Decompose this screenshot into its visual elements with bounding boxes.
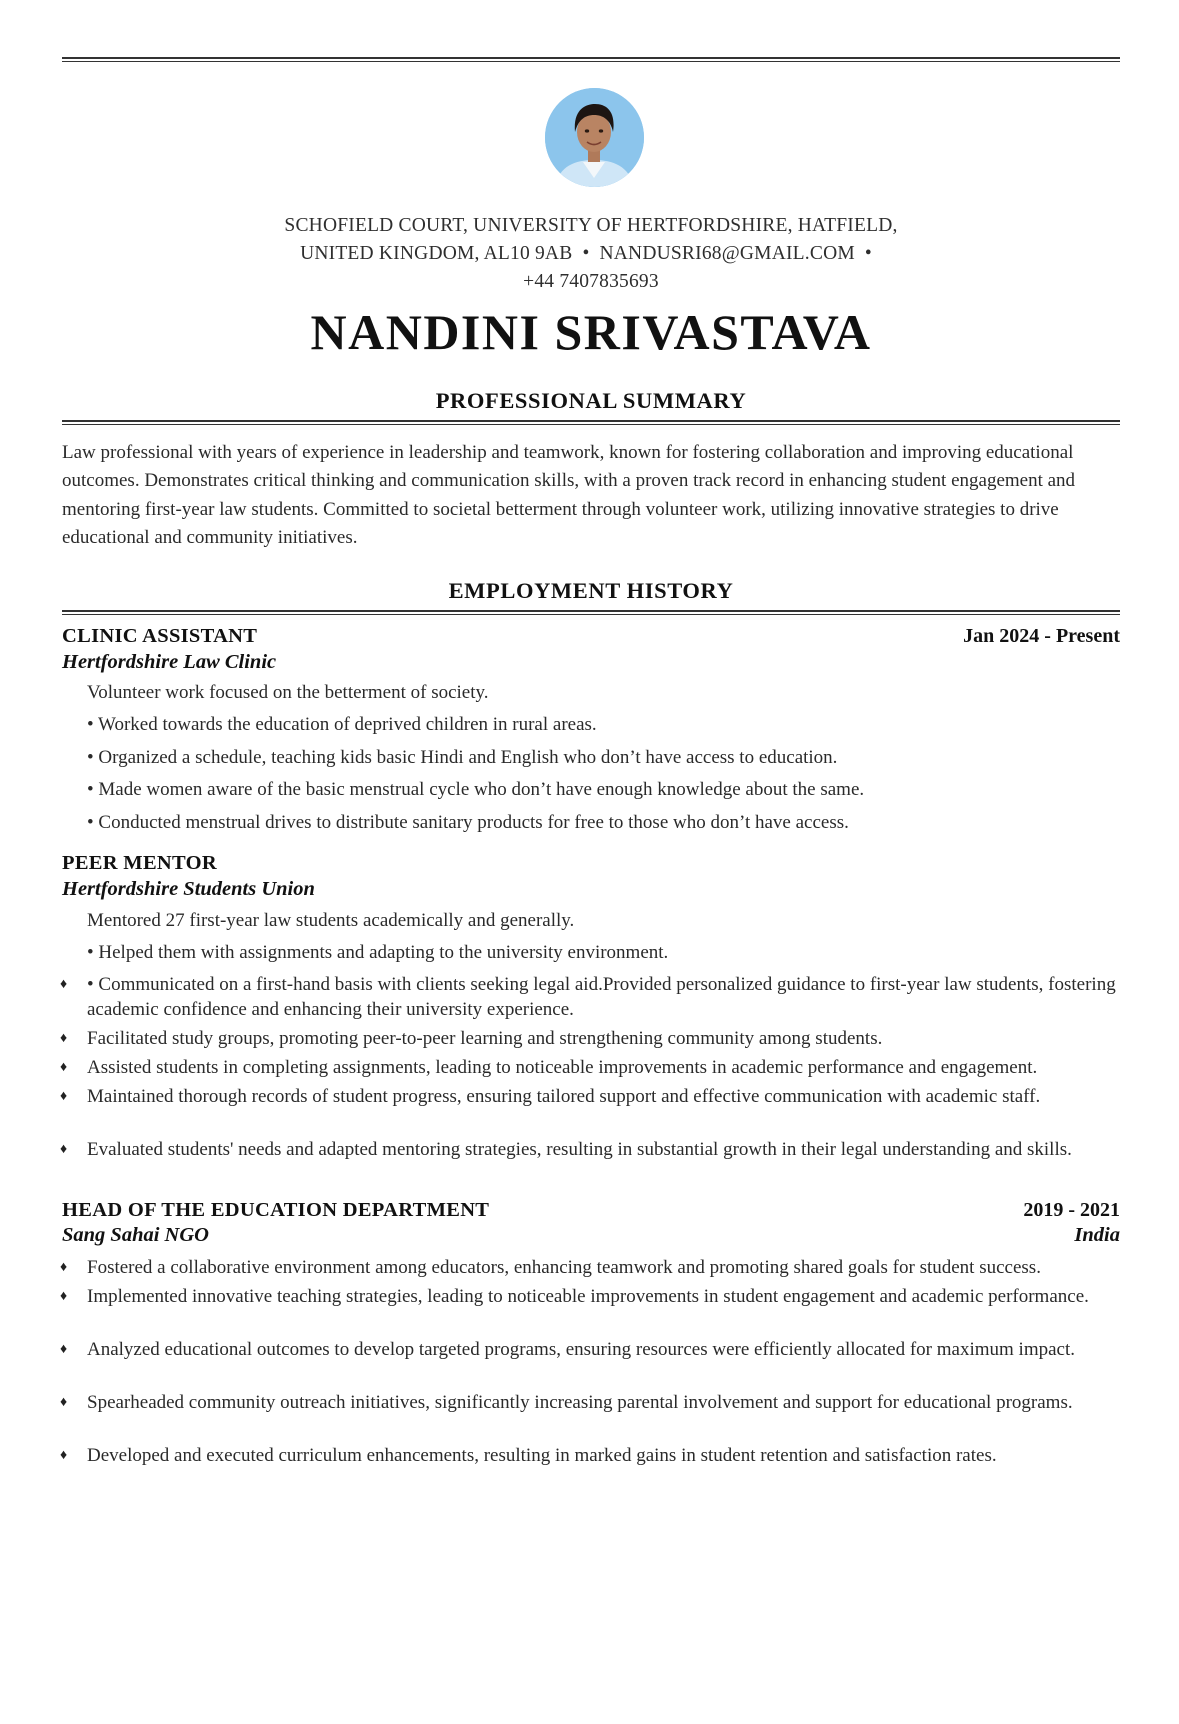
- job-dates: Jan 2024 - Present: [963, 625, 1120, 647]
- job-line: • Worked towards the education of deprived children in rural areas.: [87, 714, 597, 735]
- job-dates: 2019 - 2021: [1023, 1199, 1120, 1221]
- contact-address-email-line: [62, 240, 1120, 268]
- job-line: • Helped them with assignments and adapting to the university environment.: [87, 942, 669, 963]
- bullet-diamond-icon: ♦: [60, 1142, 68, 1157]
- bullet-diamond-icon: ♦: [60, 1060, 68, 1075]
- contact-address-line: SCHOFIELD COURT, UNIVERSITY OF HERTFORDSHIRE, HATFIELD,: [284, 215, 898, 236]
- section-heading-summary: PROFESSIONAL SUMMARY: [435, 388, 747, 413]
- job-organization: Sang Sahai NGO: [62, 1224, 209, 1246]
- separator-dot: •: [582, 243, 590, 264]
- job-title: PEER MENTOR: [62, 852, 217, 874]
- bullet-text: Implemented innovative teaching strategies, leading to noticeable improvements in student engagement and academic performance.: [87, 1286, 1089, 1307]
- job-line: Mentored 27 first-year law students academically and generally.: [87, 910, 575, 931]
- bullet-text: Assisted students in completing assignments, leading to noticeable improvements in academic performance and engagement.: [87, 1057, 1038, 1078]
- job-title: HEAD OF THE EDUCATION DEPARTMENT: [62, 1199, 490, 1221]
- bullet-diamond-icon: ♦: [60, 1031, 68, 1046]
- bullet-diamond-icon: ♦: [60, 1260, 68, 1275]
- job-location: India: [1074, 1224, 1120, 1246]
- section-rule: [62, 420, 1120, 422]
- contact-phone[interactable]: +44 7407835693: [523, 271, 659, 292]
- job-line: Volunteer work focused on the betterment of society.: [87, 682, 489, 703]
- top-rule: [62, 61, 1120, 62]
- top-rule: [62, 57, 1120, 59]
- bullet-text: Maintained thorough records of student progress, ensuring tailored support and effective communication with academic staff.: [87, 1086, 1041, 1107]
- bullet-text: Spearheaded community outreach initiatives, significantly increasing parental involvement and support for educational programs.: [87, 1392, 1073, 1413]
- bullet-text: Developed and executed curriculum enhancements, resulting in marked gains in student retention and satisfaction rates.: [87, 1445, 997, 1466]
- contact-block: [62, 212, 1120, 296]
- bullet-text: • Communicated on a first-hand basis with clients seeking legal aid.Provided personalized guidance to first-year law students, fostering academic confidence and enhancing their university experience.: [87, 974, 1116, 1020]
- section-rule: [62, 614, 1120, 615]
- bullet-text: Analyzed educational outcomes to develop targeted programs, ensuring resources were efficiently allocated for maximum impact.: [87, 1339, 1075, 1360]
- contact-address-end: UNITED KINGDOM, AL10 9AB: [300, 243, 573, 264]
- section-heading-employment: EMPLOYMENT HISTORY: [448, 578, 734, 603]
- bullet-diamond-icon: ♦: [60, 1089, 68, 1104]
- section-rule: [62, 424, 1120, 425]
- job-line: • Organized a schedule, teaching kids basic Hindi and English who don’t have access to education.: [87, 747, 838, 768]
- bullet-diamond-icon: ♦: [60, 977, 68, 992]
- profile-photo: [545, 88, 644, 187]
- summary-text: Law professional with years of experience in leadership and teamwork, known for fostering collaboration and improving educational outcomes. Demonstrates critical thinking and communication skills, with a proven track record in enhancing student engagement and mentoring first-year law students. Committed to societal betterment through volunteer work, utilizing innovative strategies to drive educational and community initiatives.: [62, 442, 1076, 548]
- bullet-diamond-icon: ♦: [60, 1395, 68, 1410]
- candidate-name: NANDINI SRIVASTAVA: [310, 304, 872, 360]
- bullet-diamond-icon: ♦: [60, 1289, 68, 1304]
- bullet-diamond-icon: ♦: [60, 1448, 68, 1463]
- contact-email[interactable]: NANDUSRI68@GMAIL.COM: [599, 243, 855, 264]
- bullet-text: Facilitated study groups, promoting peer-to-peer learning and strengthening community among students.: [87, 1028, 883, 1049]
- separator-dot: •: [864, 243, 872, 264]
- job-organization: Hertfordshire Law Clinic: [62, 651, 277, 673]
- job-line: • Made women aware of the basic menstrual cycle who don’t have enough knowledge about the same.: [87, 779, 865, 800]
- bullet-diamond-icon: ♦: [60, 1342, 68, 1357]
- job-title: CLINIC ASSISTANT: [62, 625, 258, 647]
- job-line: • Conducted menstrual drives to distribute sanitary products for free to those who don’t have access.: [87, 812, 849, 833]
- section-rule: [62, 610, 1120, 612]
- bullet-text: Fostered a collaborative environment among educators, enhancing teamwork and promoting shared goals for student success.: [87, 1257, 1041, 1278]
- job-organization: Hertfordshire Students Union: [62, 878, 315, 900]
- bullet-text: Evaluated students' needs and adapted mentoring strategies, resulting in substantial growth in their legal understanding and skills.: [87, 1139, 1072, 1160]
